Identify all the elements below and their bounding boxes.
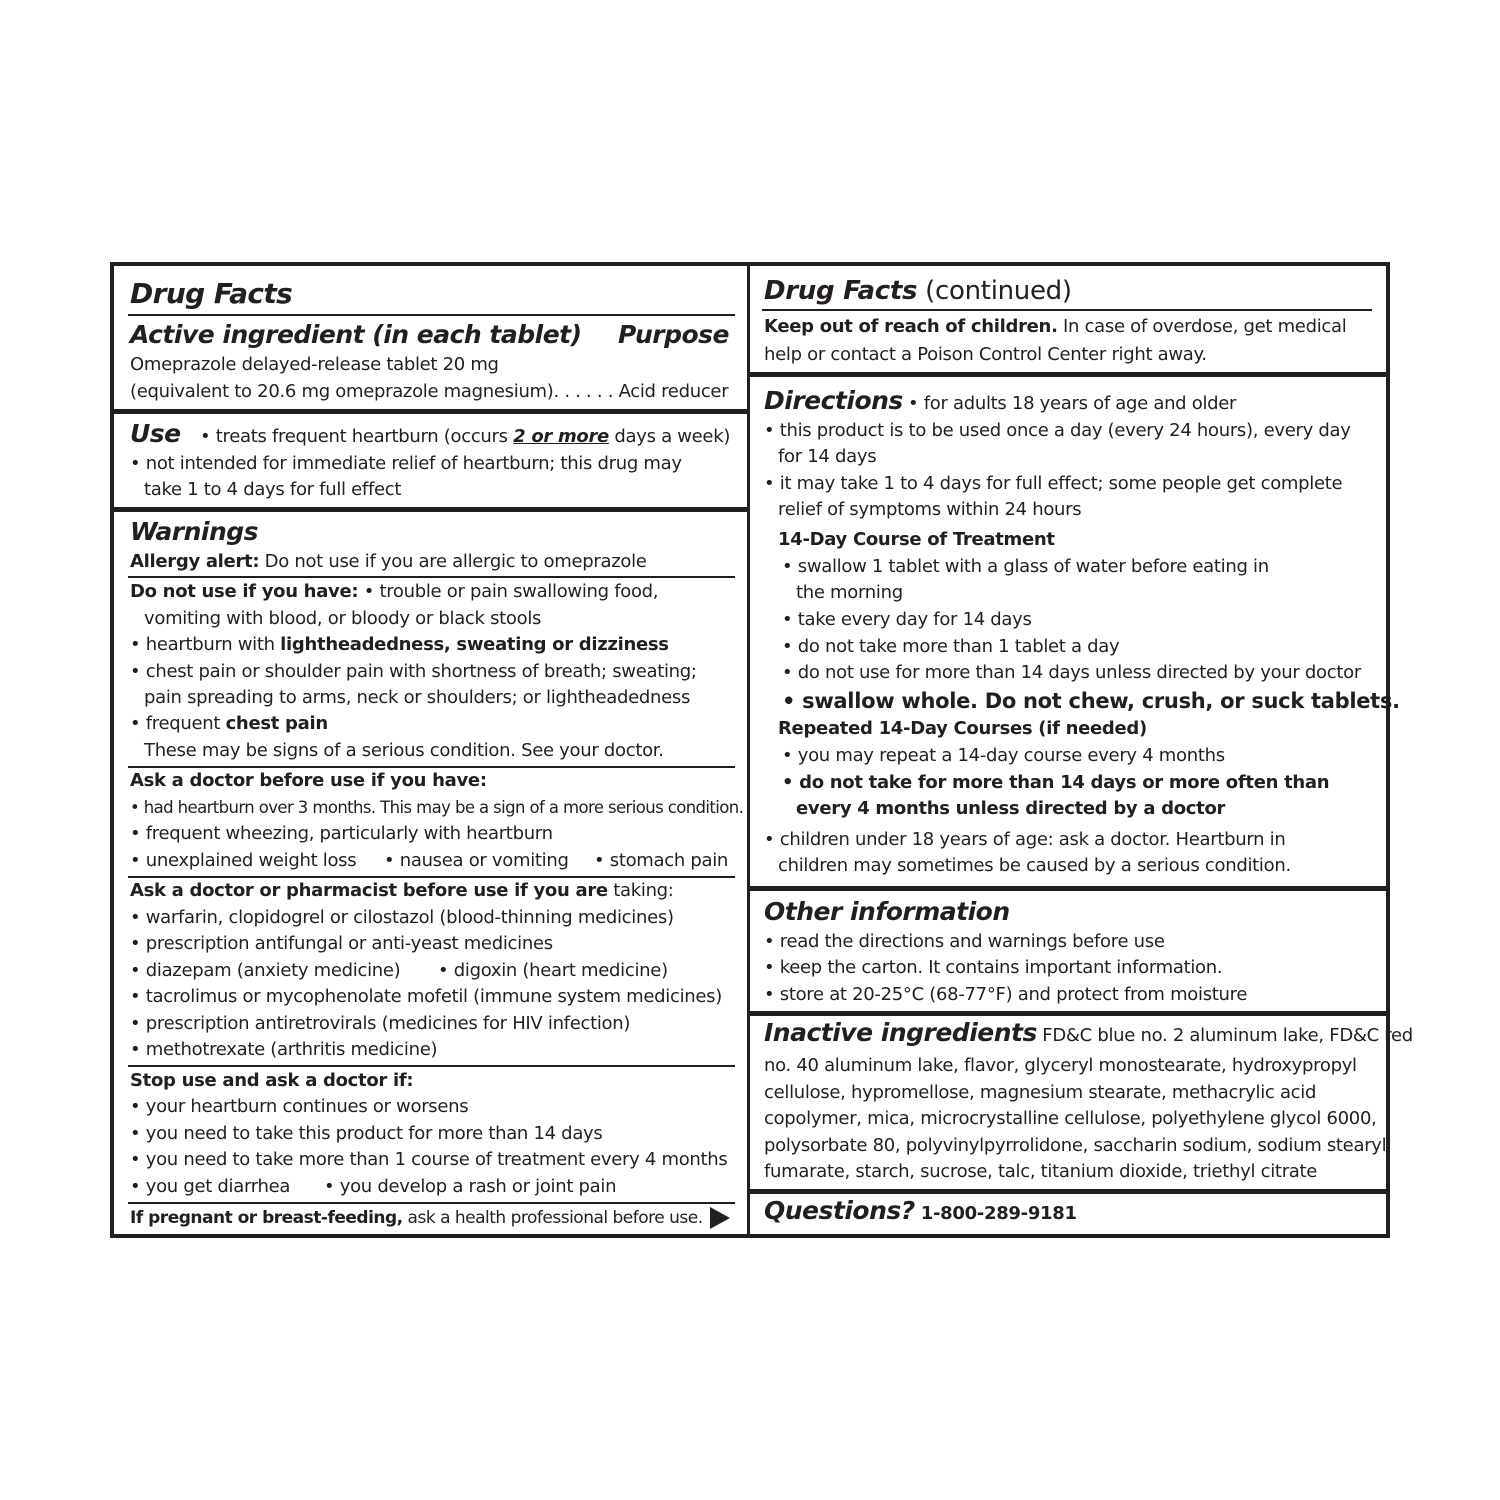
section-divider — [114, 409, 747, 414]
stop-use-line-1: • your heartburn continues or worsens — [130, 1096, 469, 1117]
purpose-heading: Purpose — [618, 320, 729, 349]
drug-facts-title: Drug Facts — [130, 277, 293, 310]
left-column — [114, 266, 750, 1234]
other-line-3: • store at 20-25°C (68-77°F) and protect from moisture — [764, 984, 1248, 1005]
course-heading: 14-Day Course of Treatment — [778, 529, 1055, 550]
title-rule — [128, 314, 735, 316]
inactive-line-3: cellulose, hypromellose, magnesium stearate, methacrylic acid — [764, 1082, 1317, 1103]
pharmacist-line-2: • prescription antifungal or anti-yeast medicines — [130, 933, 553, 954]
pharmacist-heading: Ask a doctor or pharmacist before use if you are taking: — [130, 880, 674, 901]
pharmacist-line-5: • prescription antiretrovirals (medicines for HIV infection) — [130, 1013, 631, 1034]
ask-doctor-line-2: • frequent wheezing, particularly with heartburn — [130, 823, 553, 844]
pharmacist-line-1: • warfarin, clopidogrel or cilostazol (blood-thinning medicines) — [130, 907, 674, 928]
section-divider — [750, 1011, 1386, 1016]
rule — [128, 1065, 735, 1067]
inactive-line-1: Inactive ingredients FD&C blue no. 2 aluminum lake, FD&C red — [764, 1018, 1413, 1047]
course-line-1b: the morning — [796, 582, 903, 603]
inactive-line-4: copolymer, mica, microcrystalline cellulose, polyethylene glycol 6000, — [764, 1108, 1377, 1129]
do-not-use-line-1: Do not use if you have: • trouble or pain swallowing food, — [130, 581, 659, 602]
pharmacist-line-3b: • digoxin (heart medicine) — [438, 960, 668, 981]
rule — [128, 576, 735, 578]
drug-facts-label — [110, 262, 1413, 1238]
pharmacist-line-4: • tacrolimus or mycophenolate mofetil (immune system medicines) — [130, 986, 722, 1007]
children-line-1: • children under 18 years of age: ask a doctor. Heartburn in — [764, 829, 1286, 850]
children-line-2: children may sometimes be caused by a serious condition. — [778, 855, 1291, 876]
other-line-2: • keep the carton. It contains important information. — [764, 957, 1223, 978]
use-heading: Use — [130, 419, 181, 448]
keep-out-line-1: Keep out of reach of children. In case of overdose, get medical — [764, 316, 1347, 337]
section-divider — [750, 886, 1386, 891]
warnings-heading: Warnings — [130, 517, 259, 546]
rule — [128, 1202, 735, 1204]
use-line-1: • treats frequent heartburn (occurs 2 or more days a week) — [200, 426, 731, 447]
active-ingredient-line: Omeprazole delayed-release tablet 20 mg — [130, 354, 499, 375]
directions-intro: • for adults 18 years of age and older — [908, 393, 1237, 414]
active-ingredient-equivalent: (equivalent to 20.6 mg omeprazole magnesium). . . . . . Acid reducer — [130, 381, 729, 402]
continue-arrow-icon — [710, 1207, 730, 1229]
drug-facts-continued-title: Drug Facts (continued) — [764, 276, 1072, 306]
section-divider — [114, 507, 747, 512]
questions-line: Questions? 1-800-289-9181 — [764, 1196, 1077, 1225]
course-line-1a: • swallow 1 tablet with a glass of water before eating in — [782, 556, 1269, 577]
title-rule — [762, 309, 1372, 311]
do-not-use-line-4: • chest pain or shoulder pain with shortness of breath; sweating; — [130, 661, 697, 682]
inactive-line-5: polysorbate 80, polyvinylpyrrolidone, saccharin sodium, sodium stearyl — [764, 1135, 1387, 1156]
course-line-2: • take every day for 14 days — [782, 609, 1032, 630]
pregnancy-warning: If pregnant or breast-feeding, ask a health professional before use. — [130, 1208, 703, 1228]
ask-doctor-line-3b: • nausea or vomiting — [384, 850, 569, 871]
repeat-line-2b: every 4 months unless directed by a doctor — [796, 798, 1226, 819]
stop-use-line-4a: • you get diarrhea — [130, 1176, 291, 1197]
section-divider — [750, 1189, 1386, 1194]
rule — [128, 876, 735, 878]
do-not-use-line-3: • heartburn with lightheadedness, sweating or dizziness — [130, 634, 669, 655]
stop-use-heading: Stop use and ask a doctor if: — [130, 1070, 414, 1091]
ask-doctor-line-3a: • unexplained weight loss — [130, 850, 357, 871]
course-line-5: • swallow whole. Do not chew, crush, or suck tablets. — [782, 689, 1400, 713]
ask-doctor-line-1: • had heartburn over 3 months. This may be a sign of a more serious condition. — [130, 798, 744, 817]
do-not-use-line-6: • frequent chest pain — [130, 713, 328, 734]
repeat-line-2a: • do not take for more than 14 days or more often than — [782, 772, 1330, 793]
directions-line-1a: • this product is to be used once a day (every 24 hours), every day — [764, 420, 1351, 441]
pharmacist-line-3a: • diazepam (anxiety medicine) — [130, 960, 401, 981]
do-not-use-line-2: vomiting with blood, or bloody or black stools — [144, 608, 542, 629]
inactive-line-6: fumarate, starch, sucrose, talc, titanium dioxide, triethyl citrate — [764, 1161, 1318, 1182]
ask-doctor-heading: Ask a doctor before use if you have: — [130, 770, 487, 791]
pharmacist-line-6: • methotrexate (arthritis medicine) — [130, 1039, 438, 1060]
active-ingredient-heading: Active ingredient (in each tablet) — [130, 320, 582, 349]
directions-line-2a: • it may take 1 to 4 days for full effect; some people get complete — [764, 473, 1343, 494]
course-line-4: • do not use for more than 14 days unless directed by your doctor — [782, 662, 1361, 683]
inactive-line-2: no. 40 aluminum lake, flavor, glyceryl monostearate, hydroxypropyl — [764, 1055, 1357, 1076]
stop-use-line-4b: • you develop a rash or joint pain — [324, 1176, 617, 1197]
right-column — [750, 266, 1413, 1234]
use-line-2: • not intended for immediate relief of heartburn; this drug may — [130, 453, 682, 474]
repeat-line-1: • you may repeat a 14-day course every 4 months — [782, 745, 1225, 766]
allergy-alert: Allergy alert: Do not use if you are allergic to omeprazole — [130, 551, 647, 572]
directions-heading: Directions — [764, 386, 903, 415]
course-line-3: • do not take more than 1 tablet a day — [782, 636, 1120, 657]
do-not-use-line-7: These may be signs of a serious condition. See your doctor. — [144, 740, 664, 761]
other-information-heading: Other information — [764, 897, 1010, 926]
other-line-1: • read the directions and warnings before use — [764, 931, 1165, 952]
directions-line-1b: for 14 days — [778, 446, 877, 467]
rule — [128, 766, 735, 768]
keep-out-line-2: help or contact a Poison Control Center right away. — [764, 344, 1207, 365]
directions-line-2b: relief of symptoms within 24 hours — [778, 499, 1082, 520]
stop-use-line-2: • you need to take this product for more than 14 days — [130, 1123, 603, 1144]
stop-use-line-3: • you need to take more than 1 course of treatment every 4 months — [130, 1149, 728, 1170]
do-not-use-line-5: pain spreading to arms, neck or shoulders; or lightheadedness — [144, 687, 691, 708]
ask-doctor-line-3c: • stomach pain — [594, 850, 729, 871]
section-divider — [750, 372, 1386, 377]
repeat-heading: Repeated 14-Day Courses (if needed) — [778, 718, 1147, 739]
use-line-3: take 1 to 4 days for full effect — [144, 479, 402, 500]
